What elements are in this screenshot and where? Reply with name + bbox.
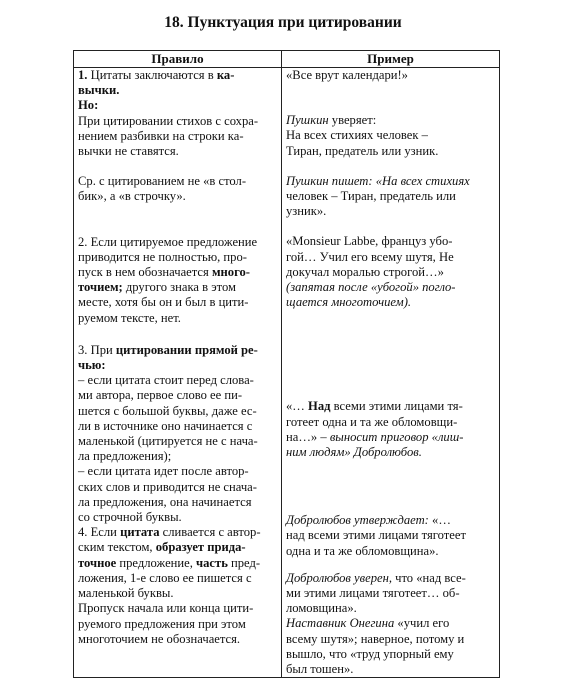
rule-bold: цитата bbox=[120, 525, 160, 540]
example-text: всеми этими лицами тя- bbox=[330, 399, 463, 414]
rule-text: – если цитата идет после автор- bbox=[78, 464, 249, 479]
rule-text: ских слов и приводится не снача- bbox=[78, 479, 257, 494]
page-title: 18. Пунктуация при цитировании bbox=[164, 14, 402, 31]
rule-cell bbox=[74, 68, 282, 678]
rule-text: шется с большой буквы, даже ес- bbox=[78, 403, 257, 418]
rule-text: руемого предложения при этом bbox=[78, 616, 246, 631]
example-text: «… bbox=[428, 513, 451, 528]
example-text: вышло, что «труд упорный ему bbox=[286, 646, 454, 661]
example-cell bbox=[282, 68, 500, 678]
example-2 bbox=[286, 234, 495, 310]
rule-text: ла предложения); bbox=[78, 449, 172, 464]
example-text: Тиран, предатель или узник. bbox=[286, 143, 439, 158]
example-text: готеет одна и та же обломовщи- bbox=[286, 414, 458, 429]
example-text: одна и та же обломовщина». bbox=[286, 543, 439, 558]
header-rule: Правило bbox=[74, 51, 282, 68]
rule-bold: ка- bbox=[216, 68, 235, 82]
rule-text: месте, хотя бы он и был в цити- bbox=[78, 295, 249, 310]
rule-text: вычки не ставятся. bbox=[78, 144, 179, 159]
example-text: над всеми этими лицами тяготеет bbox=[286, 528, 466, 543]
rule-text: сливается с автор- bbox=[159, 525, 261, 540]
rule-bold: вычки. bbox=[78, 83, 120, 98]
rule-1 bbox=[78, 68, 277, 205]
rule-text: ла предложения, она начинается bbox=[78, 494, 252, 509]
rule-text: маленькой буквы. bbox=[78, 586, 174, 601]
rule-text: другого знака в этом bbox=[122, 280, 236, 295]
example-text: ломовщина». bbox=[286, 601, 357, 616]
rule-bold: часть bbox=[196, 555, 228, 570]
example-4 bbox=[286, 559, 495, 677]
rule-text: ским текстом, bbox=[78, 540, 156, 555]
example-italic: Добролюбов уверен, bbox=[286, 570, 392, 585]
rule-text: 3. При bbox=[78, 342, 116, 357]
example-italic: Добролюбов утверждает: bbox=[286, 513, 429, 528]
rule-text: многоточием не обозначается. bbox=[78, 631, 241, 646]
rule-bold: образует прида- bbox=[155, 540, 246, 555]
example-text: «… bbox=[286, 399, 309, 414]
rule-text: Цитаты заключаются в bbox=[87, 68, 217, 82]
example-text: «Monsieur Labbe, француз убо- bbox=[286, 234, 453, 249]
example-text: на…» – bbox=[286, 429, 330, 444]
rule-text: руемом тексте, нет. bbox=[78, 310, 181, 325]
rule-bold: много- bbox=[211, 265, 250, 280]
example-italic: (запятая после «убогой» поглo- bbox=[286, 280, 456, 295]
example-italic: щается многоточием). bbox=[286, 295, 412, 310]
example-text: «учил его bbox=[394, 616, 450, 631]
rule-bold: точное bbox=[78, 555, 117, 570]
rule-4 bbox=[78, 525, 277, 647]
rule-text: маленькой (цитируется не с нача- bbox=[78, 434, 258, 449]
header-row bbox=[74, 51, 500, 68]
rule-bold: Но: bbox=[78, 98, 99, 113]
example-text: человек – Тиран, предатель или bbox=[286, 189, 456, 204]
rule-text: – если цитата стоит перед слова- bbox=[78, 373, 254, 388]
example-text: докучал моралью строгой…» bbox=[286, 264, 444, 279]
rule-text: Ср. с цитированием не «в стол- bbox=[78, 174, 247, 189]
example-italic: Пушкин bbox=[286, 113, 329, 128]
rule-3 bbox=[78, 326, 277, 525]
example-italic: Пушкин пишет: «На всех стихиях bbox=[286, 173, 470, 188]
rule-text: 4. Если bbox=[78, 525, 121, 540]
rule-text: предложение, bbox=[116, 555, 197, 570]
table-row bbox=[74, 68, 500, 678]
rule-text: При цитировании стихов с сохра- bbox=[78, 113, 259, 128]
example-text: На всех стихиях человек – bbox=[286, 128, 428, 143]
example-bold: Над bbox=[308, 399, 331, 414]
rule-text: пуск в нем обозначается bbox=[78, 265, 212, 280]
example-text: что «над все- bbox=[391, 570, 466, 585]
rule-2 bbox=[78, 235, 277, 326]
example-text: гой… Учил его всему шутя, Не bbox=[286, 249, 454, 264]
example-text: был тошен». bbox=[286, 662, 354, 677]
example-text: всему шутя»; наверное, потому и bbox=[286, 631, 465, 646]
rule-text: бик», а «в строчку». bbox=[78, 189, 186, 204]
punctuation-table bbox=[73, 50, 500, 678]
example-italic: Наставник Онегина bbox=[286, 616, 395, 631]
rule-text: приводится не полностью, про- bbox=[78, 249, 247, 264]
example-3 bbox=[286, 310, 495, 558]
rule-text: Пропуск начала или конца цити- bbox=[78, 601, 254, 616]
rule-text: ми автора, первое слово ее пи- bbox=[78, 388, 243, 403]
rule-text: 2. Если цитируемое предложение bbox=[78, 234, 258, 249]
rule-bold: чью: bbox=[78, 358, 106, 373]
example-italic: выносит приговор «лиш- bbox=[329, 429, 464, 444]
rule-text: ложения, 1-е слово ее пишется с bbox=[78, 570, 252, 585]
example-text: уверяет: bbox=[328, 113, 377, 128]
rule-bold: цитировании прямой ре- bbox=[115, 342, 258, 357]
example-text: ми этими лицами тяготеет… об- bbox=[286, 586, 460, 601]
rule-bold: точием; bbox=[78, 280, 123, 295]
header-example: Пример bbox=[282, 51, 500, 68]
example-text: узник». bbox=[286, 204, 327, 219]
rule-text: пред- bbox=[227, 555, 261, 570]
rule-text: со строчной буквы. bbox=[78, 510, 182, 525]
example-text: «Все врут календари!» bbox=[286, 68, 408, 82]
rule-number: 1. bbox=[78, 68, 88, 82]
example-1 bbox=[286, 68, 495, 219]
example-italic: ним людям» Добролюбов. bbox=[286, 445, 422, 460]
rule-text: ли в источнике оно начинается с bbox=[78, 418, 253, 433]
rule-text: нением разбивки на строки ка- bbox=[78, 128, 244, 143]
